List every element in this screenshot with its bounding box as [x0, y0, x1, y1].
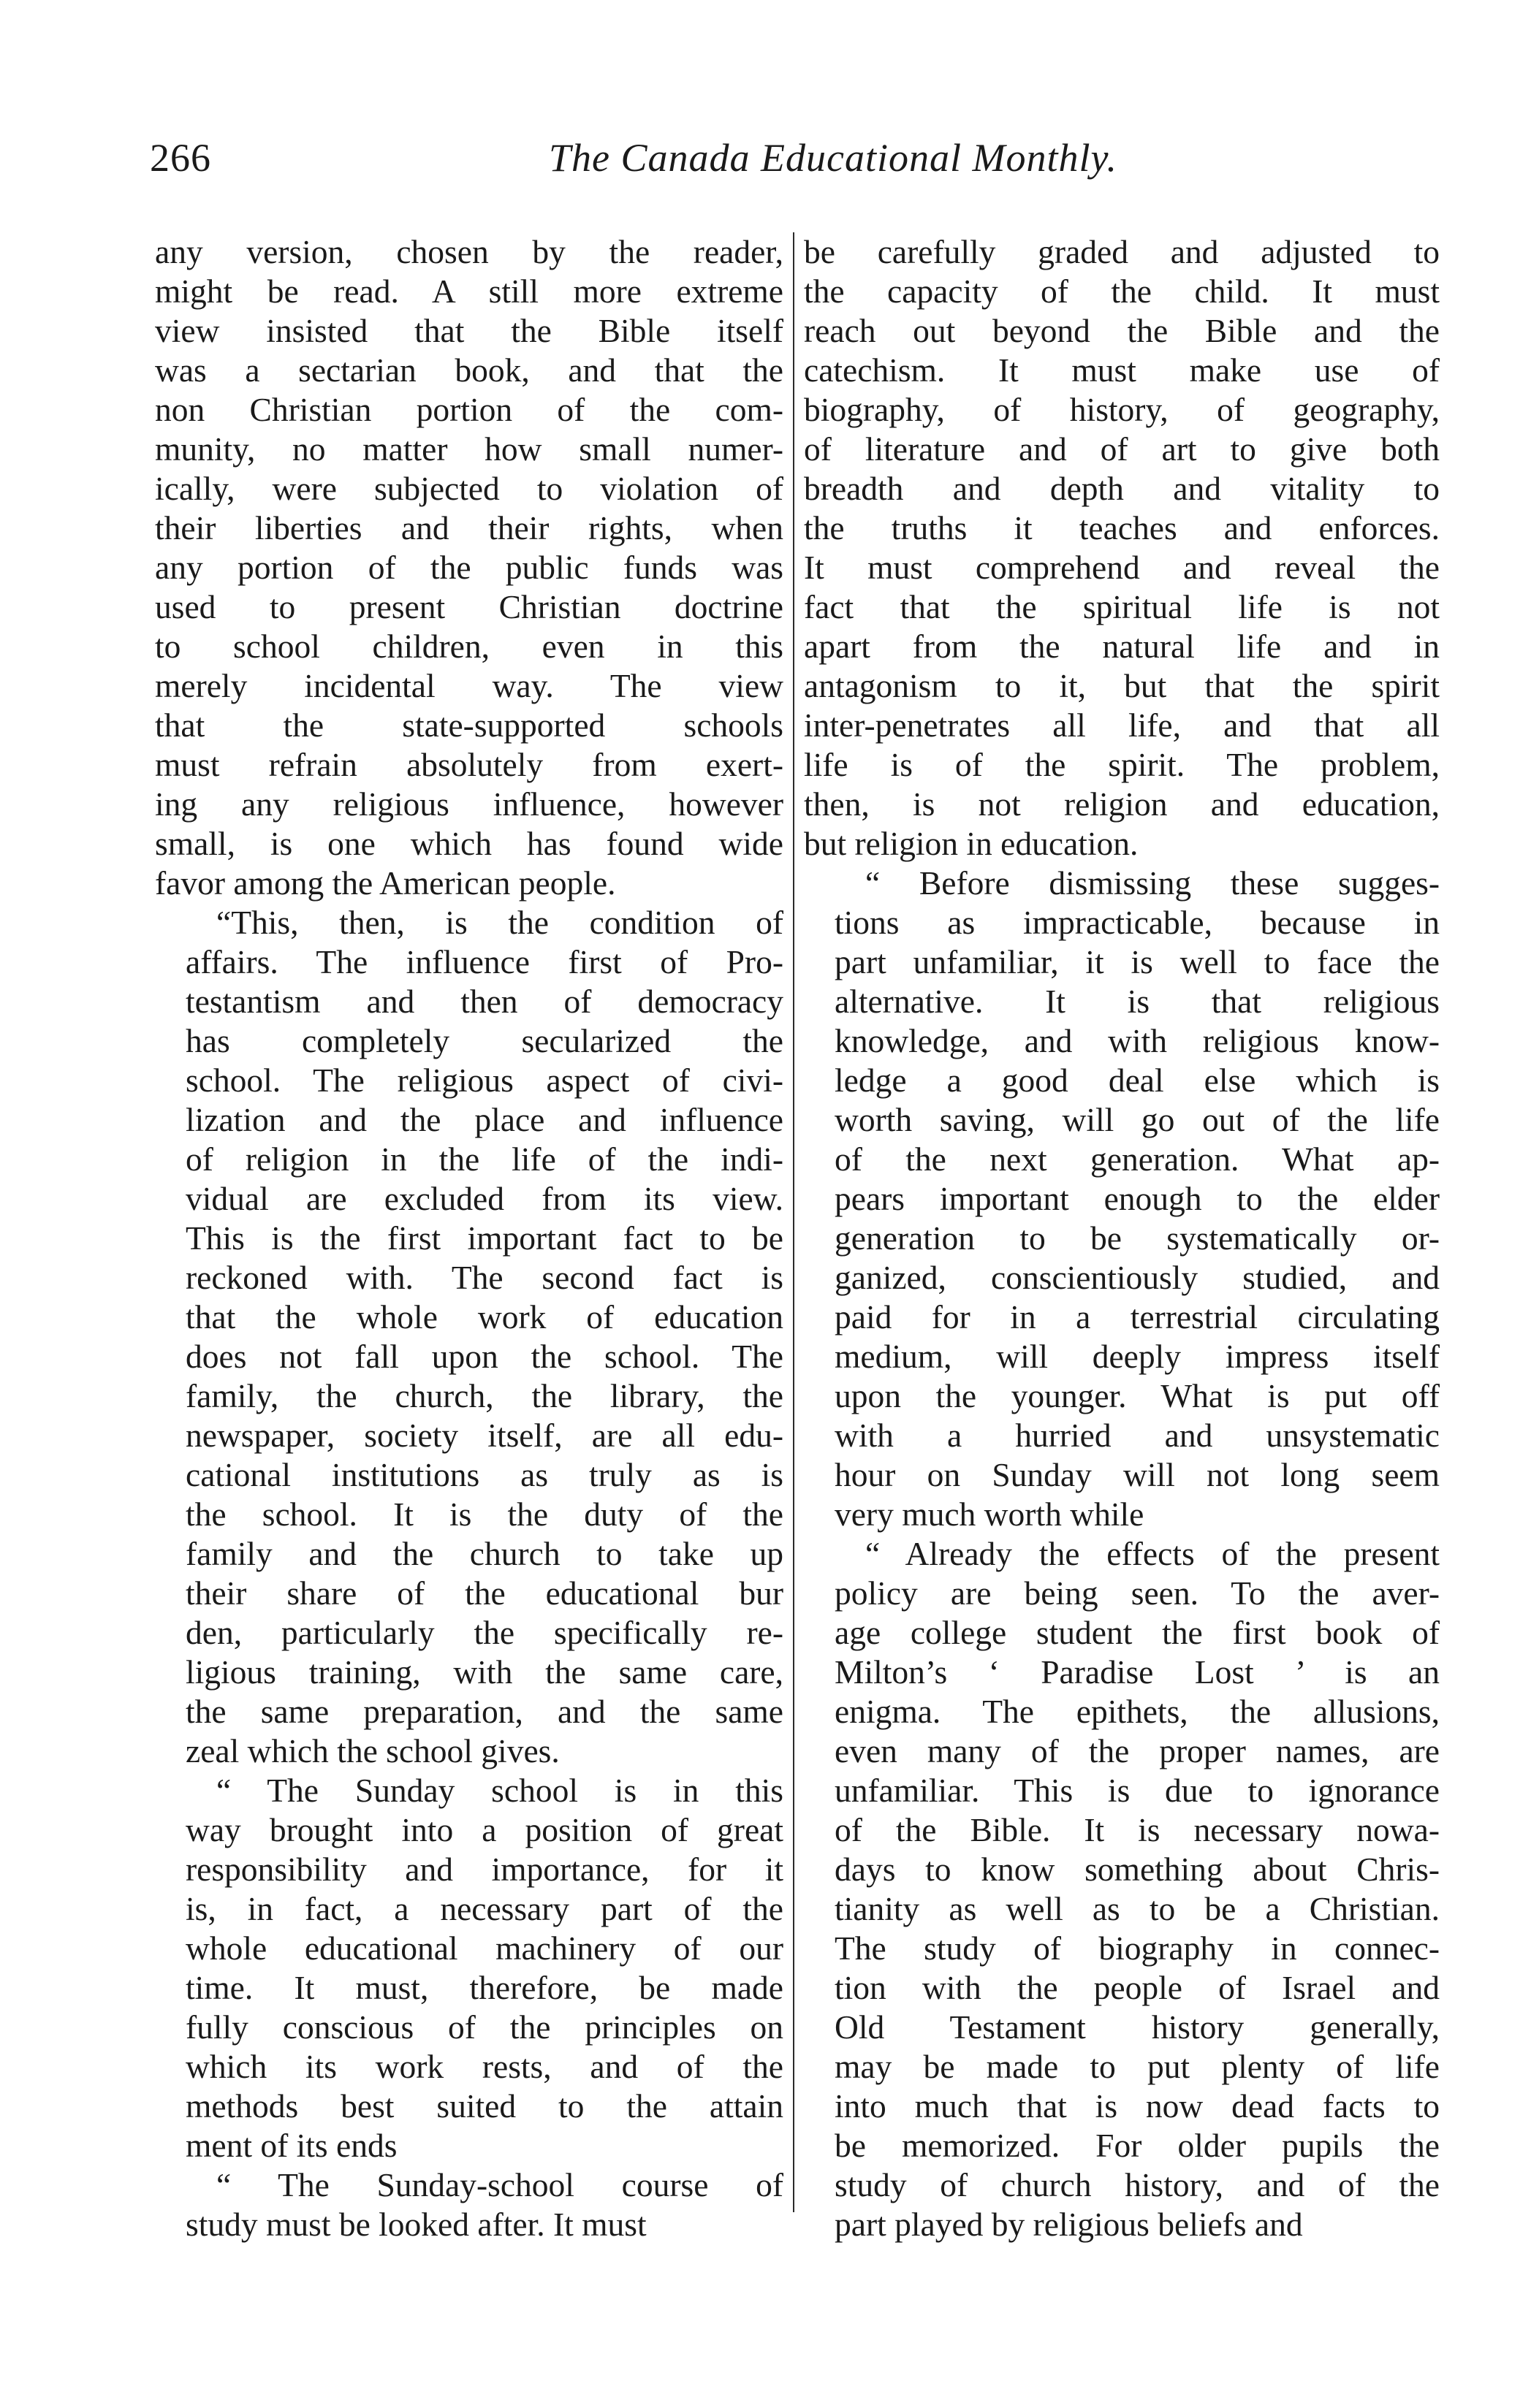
text-line: small, is one which has found wide [155, 825, 783, 862]
text-line: tion with the people of Israel and [835, 1969, 1440, 2006]
text-line: even many of the proper names, are [835, 1732, 1440, 1769]
text-line: hour on Sunday will not long seem [835, 1456, 1440, 1493]
text-line: ligious training, with the same care, [186, 1653, 783, 1691]
paragraph [155, 232, 783, 903]
text-line: used to present Christian doctrine [155, 588, 783, 625]
text-line: study of church history, and of the [835, 2166, 1440, 2203]
text-line: vidual are excluded from its view. [186, 1180, 783, 1217]
paragraph [804, 232, 1440, 864]
text-line: unfamiliar. This is due to ignorance [835, 1772, 1440, 1809]
text-line: ically, were subjected to violation of [155, 470, 783, 507]
text-line: policy are being seen. To the aver- [835, 1574, 1440, 1612]
text-line: medium, will deeply impress itself [835, 1338, 1440, 1375]
text-line: family and the church to take up [186, 1535, 783, 1572]
text-line: very much worth while [835, 1496, 1144, 1533]
text-line: biography, of history, of geography, [804, 391, 1440, 428]
text-line: breadth and depth and vitality to [804, 470, 1440, 507]
text-line: Milton’s ‘ Paradise Lost ’ is an [835, 1653, 1440, 1691]
text-line: favor among the American people. [155, 864, 616, 902]
text-line: cational institutions as truly as is [186, 1456, 783, 1493]
text-line: catechism. It must make use of [804, 351, 1440, 389]
text-line: might be read. A still more extreme [155, 273, 783, 310]
text-line: way brought into a position of great [186, 1811, 783, 1848]
text-line: of religion in the life of the indi- [186, 1140, 783, 1178]
text-line: “ The Sunday-school course of [216, 2166, 783, 2203]
text-line: tions as impracticable, because in [835, 904, 1440, 941]
text-line: The study of biography in connec- [835, 1929, 1440, 1967]
text-line: apart from the natural life and in [804, 628, 1440, 665]
text-line: ment of its ends [186, 2127, 398, 2164]
text-line: lization and the place and influence [186, 1101, 783, 1138]
text-line: must refrain absolutely from exert- [155, 746, 783, 783]
text-line: is, in fact, a necessary part of the [186, 1890, 783, 1927]
paragraph [155, 2165, 783, 2244]
text-line: their liberties and their rights, when [155, 509, 783, 546]
text-line: with a hurried and unsystematic [835, 1417, 1440, 1454]
text-line: enigma. The epithets, the allusions, [835, 1693, 1440, 1730]
text-line: This is the first important fact to be [186, 1219, 783, 1257]
text-line: den, particularly the specifically re- [186, 1614, 783, 1651]
text-line: Old Testament history generally, [835, 2008, 1440, 2046]
text-line: whole educational machinery of our [186, 1929, 783, 1967]
text-line: alternative. It is that religious [835, 983, 1440, 1020]
page-number: 266 [150, 136, 211, 180]
text-line: any version, chosen by the reader, [155, 233, 783, 270]
text-line: reach out beyond the Bible and the [804, 312, 1440, 349]
text-line: responsibility and importance, for it [186, 1851, 783, 1888]
text-line: be memorized. For older pupils the [835, 2127, 1440, 2164]
text-line: the truths it teaches and enforces. [804, 509, 1440, 546]
text-line: family, the church, the library, the [186, 1377, 783, 1414]
text-line: but religion in education. [804, 825, 1139, 862]
text-line: tianity as well as to be a Christian. [835, 1890, 1440, 1927]
text-line: fully conscious of the principles on [186, 2008, 783, 2046]
page-header [150, 135, 1451, 194]
text-line: ing any religious influence, however [155, 785, 783, 823]
text-line: that the whole work of education [186, 1298, 783, 1336]
paragraph [155, 1771, 783, 2165]
text-line: the capacity of the child. It must [804, 273, 1440, 310]
text-line: knowledge, and with religious know- [835, 1022, 1440, 1059]
text-line: of the Bible. It is necessary nowa- [835, 1811, 1440, 1848]
text-line: life is of the spirit. The problem, [804, 746, 1440, 783]
text-line: part played by religious beliefs and [835, 2206, 1303, 2243]
text-line: was a sectarian book, and that the [155, 351, 783, 389]
text-line: inter-penetrates all life, and that all [804, 706, 1440, 744]
text-line: ganized, conscientiously studied, and [835, 1259, 1440, 1296]
right-text-column [804, 232, 1440, 2244]
text-line: their share of the educational bur [186, 1574, 783, 1612]
column-divider [793, 232, 794, 2212]
text-line: ledge a good deal else which is [835, 1062, 1440, 1099]
text-line: may be made to put plenty of life [835, 2048, 1440, 2085]
text-line: fact that the spiritual life is not [804, 588, 1440, 625]
text-line: methods best suited to the attain [186, 2087, 783, 2125]
text-line: affairs. The influence first of Pro- [186, 943, 783, 980]
text-line: “ Already the effects of the present [865, 1535, 1440, 1572]
text-line: days to know something about Chris- [835, 1851, 1440, 1888]
text-line: newspaper, society itself, are all edu- [186, 1417, 783, 1454]
text-line: upon the younger. What is put off [835, 1377, 1440, 1414]
paragraph [155, 903, 783, 1771]
text-line: to school children, even in this [155, 628, 783, 665]
text-line: part unfamiliar, it is well to face the [835, 943, 1440, 980]
text-line: time. It must, therefore, be made [186, 1969, 783, 2006]
text-line: antagonism to it, but that the spirit [804, 667, 1440, 704]
paragraph [804, 1534, 1440, 2244]
text-line: worth saving, will go out of the life [835, 1101, 1440, 1138]
left-text-column [155, 232, 783, 2244]
running-title: The Canada Educational Monthly. [549, 136, 1117, 180]
text-line: It must comprehend and reveal the [804, 549, 1440, 586]
text-line: the school. It is the duty of the [186, 1496, 783, 1533]
text-line: testantism and then of democracy [186, 983, 783, 1020]
text-line: paid for in a terrestrial circulating [835, 1298, 1440, 1336]
text-line: of literature and of art to give both [804, 430, 1440, 468]
text-line: age college student the first book of [835, 1614, 1440, 1651]
text-line: “ The Sunday school is in this [216, 1772, 783, 1809]
text-line: into much that is now dead facts to [835, 2087, 1440, 2125]
text-line: non Christian portion of the com- [155, 391, 783, 428]
text-line: zeal which the school gives. [186, 1732, 560, 1769]
text-line: munity, no matter how small numer- [155, 430, 783, 468]
text-line: view insisted that the Bible itself [155, 312, 783, 349]
text-line: then, is not religion and education, [804, 785, 1440, 823]
text-line: be carefully graded and adjusted to [804, 233, 1440, 270]
text-line: the same preparation, and the same [186, 1693, 783, 1730]
text-line: generation to be systematically or- [835, 1219, 1440, 1257]
text-line: that the state-supported schools [155, 706, 783, 744]
text-line: has completely secularized the [186, 1022, 783, 1059]
text-line: of the next generation. What ap- [835, 1140, 1440, 1178]
text-line: reckoned with. The second fact is [186, 1259, 783, 1296]
text-line: any portion of the public funds was [155, 549, 783, 586]
text-line: does not fall upon the school. The [186, 1338, 783, 1375]
text-line: school. The religious aspect of civi- [186, 1062, 783, 1099]
text-line: which its work rests, and of the [186, 2048, 783, 2085]
paragraph [804, 864, 1440, 1534]
text-line: pears important enough to the elder [835, 1180, 1440, 1217]
text-line: merely incidental way. The view [155, 667, 783, 704]
text-line: study must be looked after. It must [186, 2206, 647, 2243]
text-line: “This, then, is the condition of [216, 904, 783, 941]
text-line: “ Before dismissing these sugges- [865, 864, 1440, 902]
